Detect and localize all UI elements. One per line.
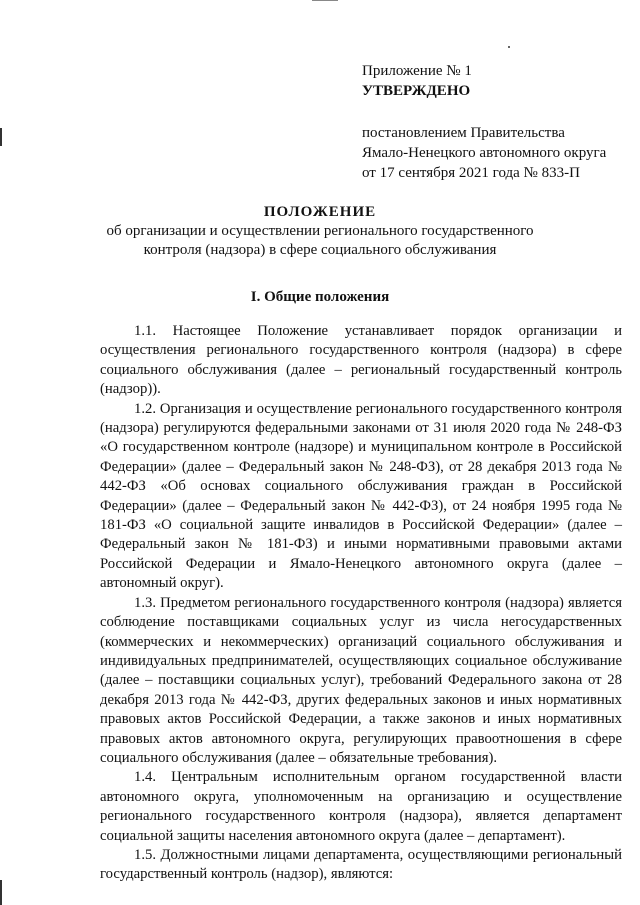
paragraph-1-2: 1.2. Организация и осуществление регионального государственного контроля (надзора) регулируются федеральными законами от 31 июля 2020 года № 248-ФЗ «О государственном контроле (надзоре) и муниципальном контроле в Российской Федерации» (далее – Федеральный закон № 248-ФЗ), от 28 декабря 2013 года № 442-ФЗ «Об основах социального обслуживания граждан в Российской Федерации» (далее – Федеральный закон № 442-ФЗ), от 24 ноября 1995 года № 181-ФЗ «О социальной защите инвалидов в Российской Федерации» (далее – Федеральный закон № 181-ФЗ) и иными нормативными правовыми актами Российской Федерации и Ямало-Ненецкого автономного округа (далее – автономный округ). [100,400,622,592]
approved-stamp: УТВЕРЖДЕНО [362,83,471,99]
scan-edge-mark [0,880,2,905]
document-title-block [100,202,540,260]
decree-line-1: постановлением Правительства [362,125,565,141]
document-title: ПОЛОЖЕНИЕ [263,204,377,220]
paragraph-1-4: 1.4. Центральным исполнительным органом государственной власти автономного округа, уполномоченным на организацию и осуществление регионального государственного контроля (надзора), является департамент социальной защиты населения автономного округа (далее – департамент). [100,769,622,844]
decree-line-3: от 17 сентября 2021 года № 833-П [362,165,580,181]
paragraph-1-1: 1.1. Настоящее Положение устанавливает порядок организации и осуществления регионального государственного контроля (надзора) в сфере социального обслуживания (далее – региональный государственный контроль (надзор)). [100,323,622,398]
decree-line-2: Ямало-Ненецкого автономного округа [362,145,607,161]
section-heading: I. Общие положения [250,289,390,305]
approval-block [362,61,632,183]
document-subtitle: об организации и осуществлении регионального государственного контроля (надзора) в сфере социального обслуживания [106,223,534,258]
paragraph-1-3: 1.3. Предметом регионального государственного контроля (надзора) является соблюдение поставщиками социальных услуг из числа негосударственных (коммерческих и некоммерческих) организаций социального обслуживания и индивидуальных предпринимателей, осуществляющих социальное обслуживание (далее – поставщики социальных услуг), требований Федерального закона от 28 декабря 2013 года № 442-ФЗ, других федеральных законов и иных нормативных правовых актов Российской Федерации, а также законов и иных нормативных правовых актов автономного округа, регулирующих правоотношения в сфере социального обслуживания (далее – обязательные требования). [100,594,622,766]
scan-edge-mark [0,128,2,146]
scan-artifact-speck [508,46,510,48]
paragraph-1-5: 1.5. Должностными лицами департамента, осуществляющими региональный государственный контроль (надзор), являются: [100,846,622,883]
appendix-number: Приложение № 1 [362,63,472,79]
scan-artifact-top [312,0,338,1]
document-body [100,322,622,885]
